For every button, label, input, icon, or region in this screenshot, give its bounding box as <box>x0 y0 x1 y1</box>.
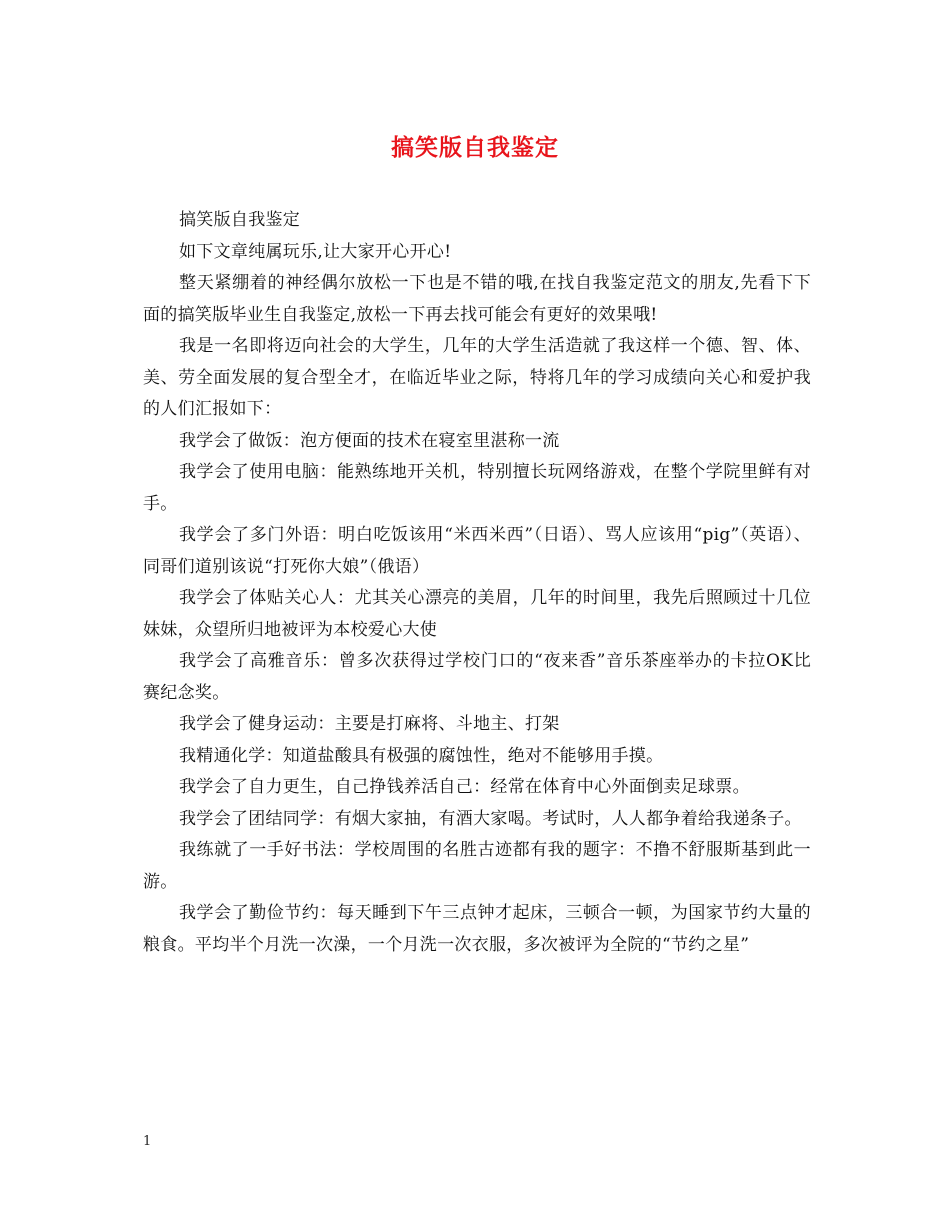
document-body <box>143 205 811 961</box>
paragraph-intro-note: 如下文章纯属玩乐,让大家开心开心! <box>179 241 452 262</box>
document-title: 搞笑版自我鉴定 <box>391 135 559 161</box>
paragraph-calligraphy: 我练就了一手好书法：学校周围的名胜古迹都有我的题字：不撸不舒服斯基到此一游。 <box>143 840 811 892</box>
paragraph-self-intro: 我是一名即将迈向社会的大学生，几年的大学生活造就了我这样一个德、智、体、美、劳全面发展的复合型全才，在临近毕业之际，特将几年的学习成绩向关心和爱护我的人们汇报如下： <box>143 336 811 419</box>
paragraph-unity: 我学会了团结同学：有烟大家抽，有酒大家喝。考试时，人人都争着给我递条子。 <box>179 808 802 829</box>
paragraph-subtitle: 搞笑版自我鉴定 <box>179 210 301 230</box>
paragraph-caring: 我学会了体贴关心人：尤其关心漂亮的美眉，几年的时间里，我先后照顾过十几位妹妹，众望所归地被评为本校爱心大使 <box>143 588 811 640</box>
paragraph-sports: 我学会了健身运动：主要是打麻将、斗地主、打架 <box>179 714 560 734</box>
paragraph-chemistry: 我精通化学：知道盐酸具有极强的腐蚀性，绝对不能够用手摸。 <box>179 745 664 766</box>
paragraph-self-reliance: 我学会了自力更生，自己挣钱养活自己：经常在体育中心外面倒卖足球票。 <box>179 777 750 797</box>
paragraph-computer: 我学会了使用电脑：能熟练地开关机，特别擅长玩网络游戏，在整个学院里鲜有对手。 <box>143 462 811 514</box>
paragraph-languages: 我学会了多门外语：明白吃饭该用“米西米西”（日语）、骂人应该用“pig”（英语）、同哥们道别该说“打死你大娘”（俄语） <box>143 525 811 577</box>
paragraph-thrift: 我学会了勤俭节约：每天睡到下午三点钟才起床，三顿合一顿，为国家节约大量的粮食。平均半个月洗一次澡，一个月洗一次衣服，多次被评为全院的“节约之星” <box>143 903 811 955</box>
paragraph-cooking: 我学会了做饭：泡方便面的技术在寝室里湛称一流 <box>179 430 560 451</box>
page-number: 1 <box>143 1134 152 1149</box>
paragraph-intro: 整天紧绷着的神经偶尔放松一下也是不错的哦,在找自我鉴定范文的朋友,先看下下面的搞笑版毕业生自我鉴定,放松一下再去找可能会有更好的效果哦! <box>143 273 811 325</box>
paragraph-music: 我学会了高雅音乐：曾多次获得过学校门口的“夜来香”音乐茶座举办的卡拉OK比赛纪念奖。 <box>143 651 811 703</box>
